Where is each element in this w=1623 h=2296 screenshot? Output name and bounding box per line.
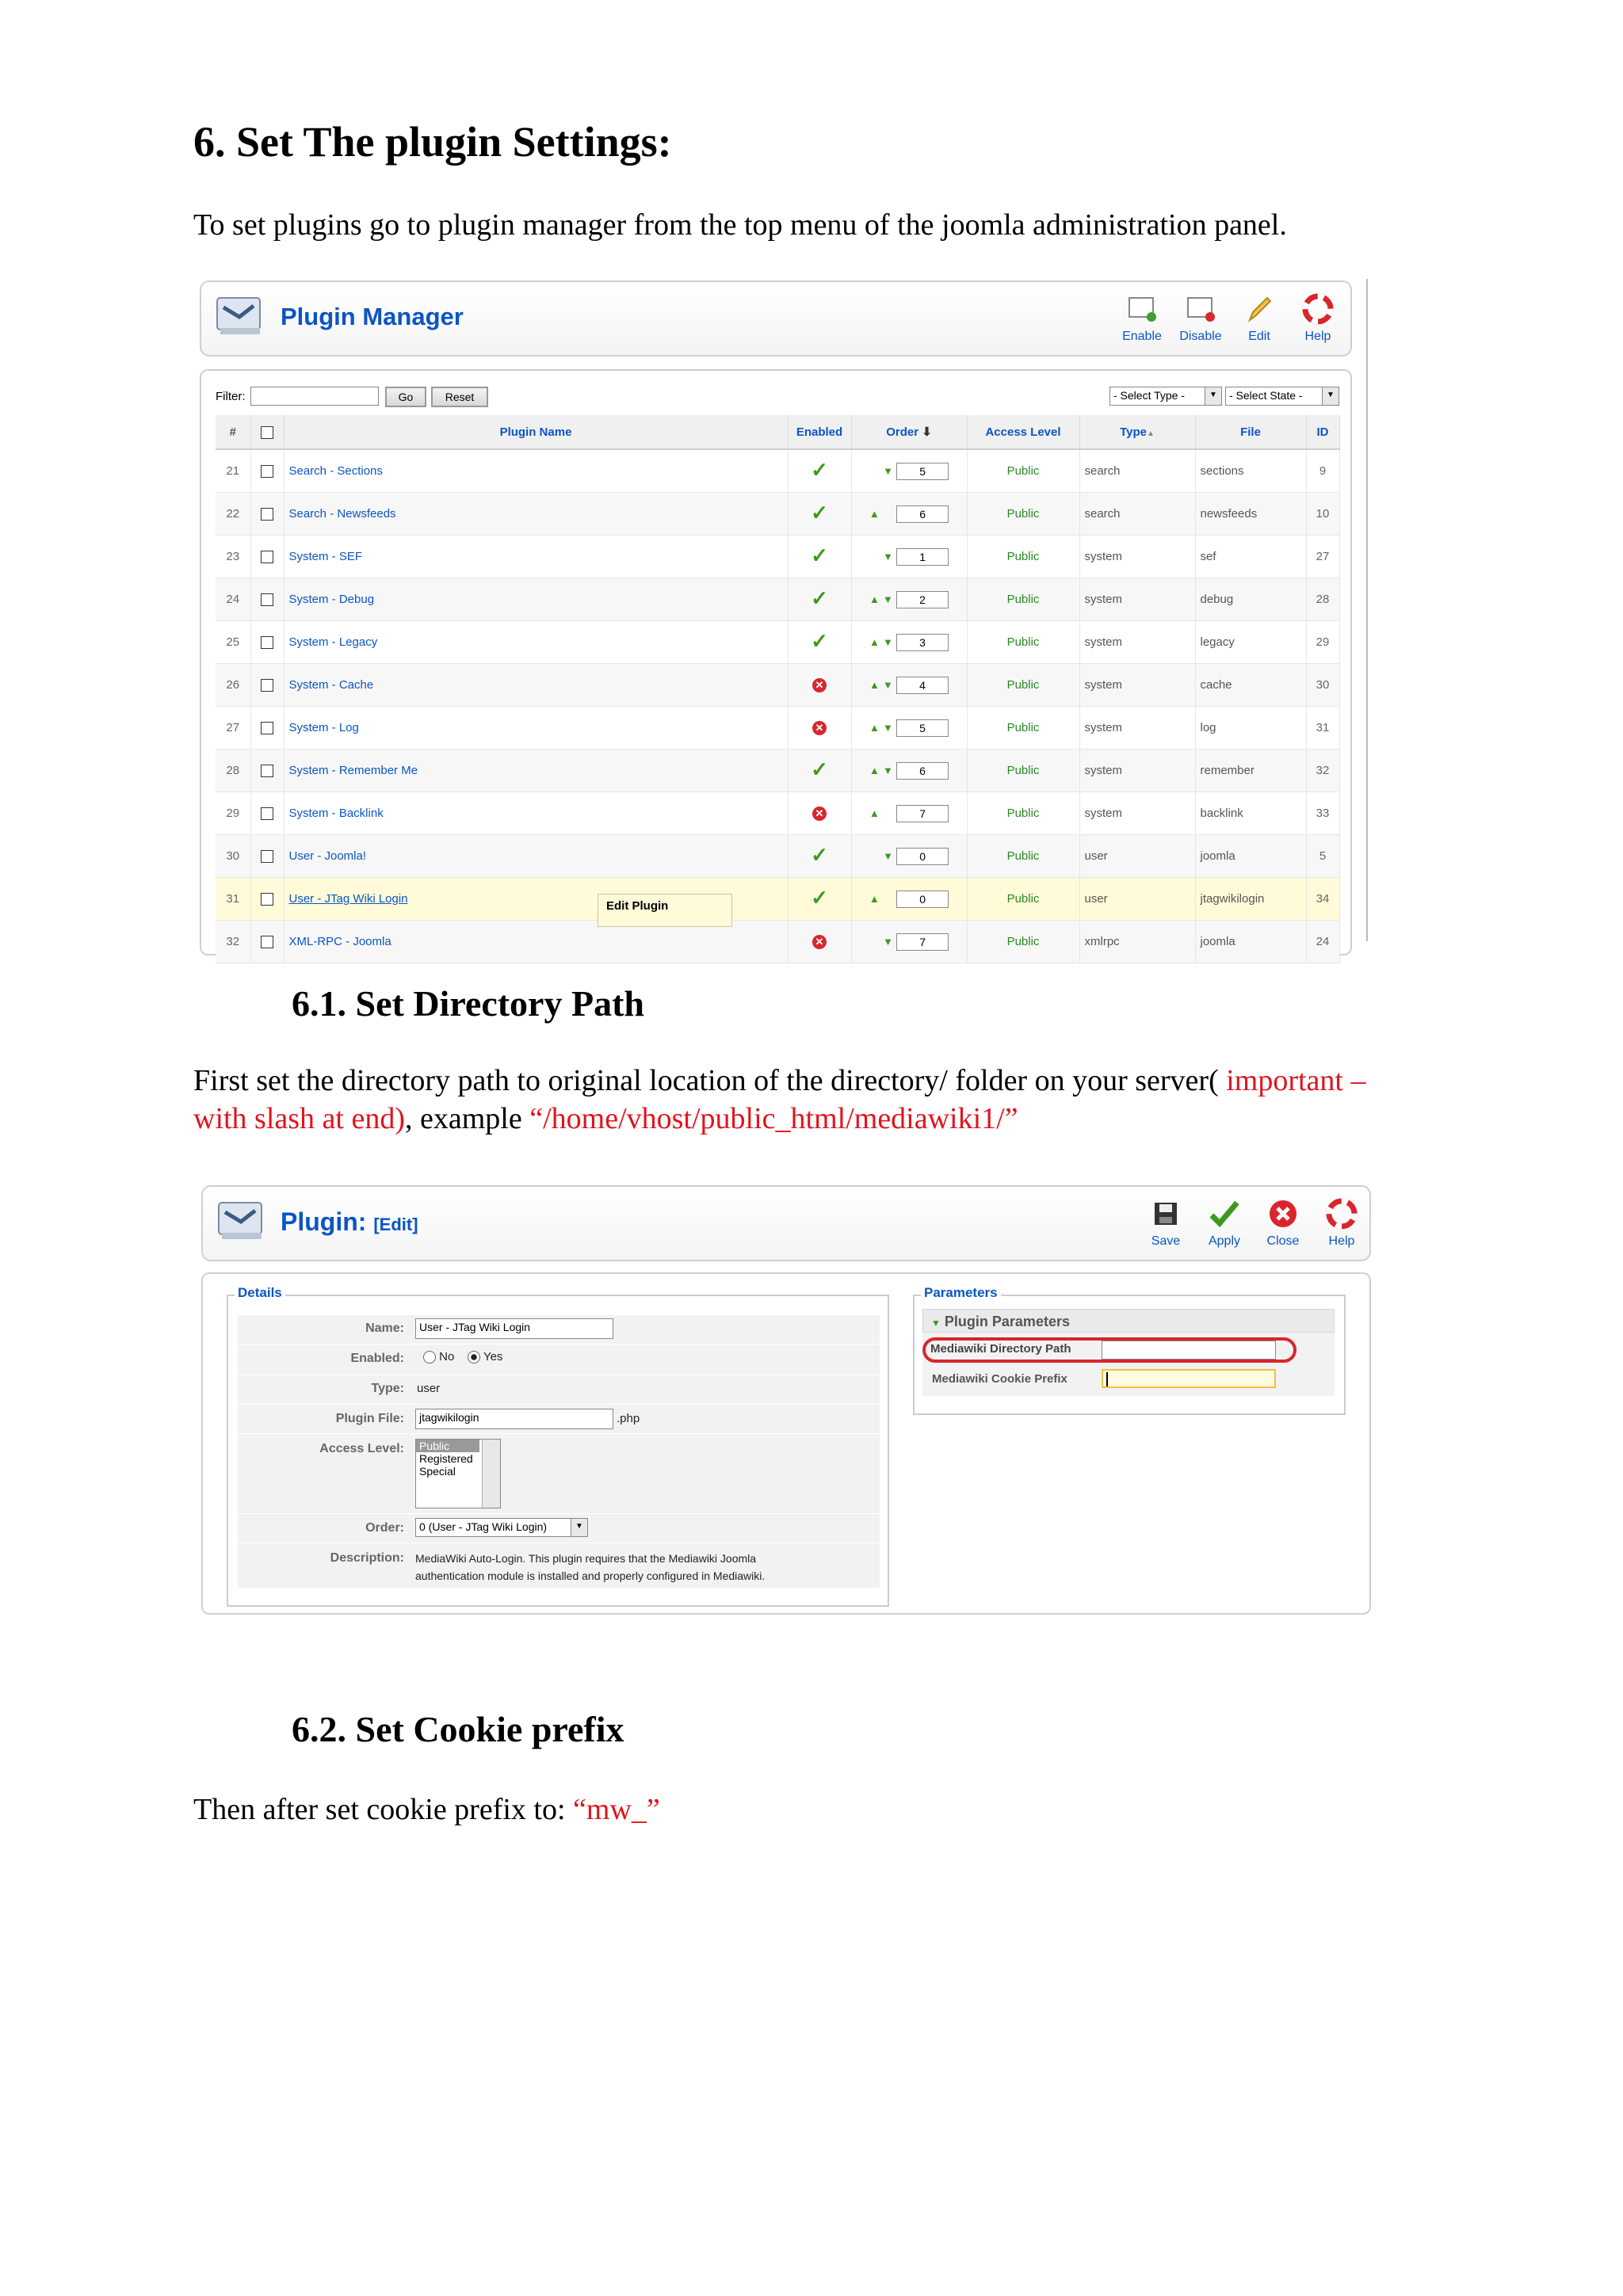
file-cell: sections <box>1195 449 1306 493</box>
move-up-icon[interactable]: ▲ <box>869 507 880 520</box>
type-cell: system <box>1079 664 1195 707</box>
row-checkbox[interactable] <box>261 679 273 692</box>
description-line-2: authentication module is installed and properly configured in Mediawiki. <box>415 1569 766 1582</box>
plugin-manager-toolbar <box>200 280 1352 357</box>
section-1-slash-note: with slash at end) <box>193 1102 406 1135</box>
edit-label: Edit <box>1248 330 1270 343</box>
close-button[interactable] <box>1255 1198 1311 1249</box>
type-cell: user <box>1079 878 1195 921</box>
plugin-file-ext: .php <box>617 1412 640 1425</box>
cookie-prefix-label: Mediawiki Cookie Prefix <box>932 1372 1067 1386</box>
access-level-link[interactable]: Public <box>967 449 1079 493</box>
page-heading: 6. Set The plugin Settings: <box>193 118 672 166</box>
row-number: 29 <box>216 792 250 835</box>
select-all-checkbox[interactable] <box>261 426 273 439</box>
filter-input[interactable] <box>250 387 379 406</box>
save-label: Save <box>1151 1234 1181 1248</box>
col-id[interactable]: ID <box>1306 415 1339 449</box>
dir-path-input[interactable] <box>1102 1341 1276 1360</box>
type-cell: user <box>1079 835 1195 878</box>
section-1-paragraph <box>193 1062 1493 1138</box>
file-cell: log <box>1195 707 1306 749</box>
plugin-name-text[interactable]: Search - Newsfeeds <box>288 507 396 521</box>
section-2-text: Then after set cookie prefix to: <box>193 1793 574 1826</box>
close-label: Close <box>1266 1234 1300 1248</box>
order-cell <box>851 749 967 792</box>
enabled-check-icon[interactable]: ✓ <box>811 543 828 567</box>
plugin-manager-title: Plugin Manager <box>281 303 464 330</box>
order-input[interactable]: 2 <box>896 591 949 608</box>
row-checkbox-cell[interactable] <box>250 449 284 493</box>
enabled-check-icon[interactable]: ✓ <box>811 586 828 610</box>
plugin-logo-icon <box>217 1198 265 1242</box>
col-enabled[interactable]: Enabled <box>788 415 851 449</box>
id-cell: 27 <box>1306 536 1339 578</box>
row-number: 27 <box>216 707 250 749</box>
edit-button[interactable] <box>1232 293 1287 344</box>
row-number: 30 <box>216 835 250 878</box>
row-checkbox-cell[interactable] <box>250 536 284 578</box>
plugin-table <box>216 415 1340 963</box>
row-checkbox[interactable] <box>261 893 273 906</box>
table-row[interactable] <box>216 878 1339 921</box>
order-input[interactable]: 7 <box>896 805 949 822</box>
enabled-check-icon[interactable]: ✓ <box>811 843 828 867</box>
cookie-prefix-value: “mw_” <box>573 1793 660 1826</box>
access-level-link[interactable]: Public <box>967 664 1079 707</box>
name-label: Name: <box>365 1322 404 1335</box>
save-order-icon[interactable]: ⬇ <box>922 425 932 439</box>
plugin-name-text[interactable]: User - JTag Wiki Login <box>288 892 408 906</box>
chevron-down-icon: ▼ <box>1322 387 1338 405</box>
file-cell: remember <box>1195 749 1306 792</box>
listbox-scrollbar[interactable] <box>482 1440 500 1508</box>
id-cell: 33 <box>1306 792 1339 835</box>
plugin-edit-toolbar <box>201 1185 1371 1261</box>
plugin-name-link[interactable] <box>284 578 788 621</box>
access-level-listbox[interactable] <box>415 1439 501 1508</box>
row-checkbox-cell[interactable] <box>250 749 284 792</box>
order-input[interactable]: 6 <box>896 762 949 780</box>
plugin-name-text[interactable]: System - Log <box>288 721 359 734</box>
plugin-name-link[interactable] <box>284 621 788 664</box>
move-down-icon[interactable]: ▼ <box>883 678 893 691</box>
row-number: 24 <box>216 578 250 621</box>
row-checkbox[interactable] <box>261 551 273 563</box>
move-down-icon[interactable]: ▼ <box>883 635 893 648</box>
row-checkbox-cell[interactable] <box>250 707 284 749</box>
file-cell: newsfeeds <box>1195 493 1306 536</box>
move-down-icon[interactable]: ▼ <box>883 935 893 948</box>
plugin-name-text[interactable]: Search - Sections <box>288 464 383 478</box>
row-checkbox-cell[interactable] <box>250 578 284 621</box>
order-input[interactable]: 7 <box>896 933 949 951</box>
row-checkbox-cell[interactable] <box>250 493 284 536</box>
close-icon <box>1267 1198 1299 1230</box>
plugin-name-text[interactable]: XML-RPC - Joomla <box>288 935 391 948</box>
enable-icon <box>1126 293 1158 325</box>
plugin-name-link[interactable] <box>284 749 788 792</box>
access-level-link[interactable]: Public <box>967 493 1079 536</box>
parameters-legend: Parameters <box>921 1285 1001 1301</box>
order-input[interactable]: 6 <box>896 505 949 523</box>
table-row[interactable] <box>216 792 1339 835</box>
row-checkbox-cell[interactable] <box>250 621 284 664</box>
col-access[interactable]: Access Level <box>967 415 1079 449</box>
file-cell: backlink <box>1195 792 1306 835</box>
type-cell: system <box>1079 536 1195 578</box>
save-disk-icon <box>1150 1198 1182 1230</box>
description-label: Description: <box>330 1551 404 1565</box>
details-legend: Details <box>235 1285 285 1301</box>
help-label: Help <box>1304 330 1331 343</box>
row-checkbox-cell[interactable] <box>250 878 284 921</box>
row-checkbox[interactable] <box>261 508 273 521</box>
radio-yes[interactable] <box>468 1351 480 1363</box>
plugin-name-text[interactable]: System - Legacy <box>288 635 378 649</box>
order-cell <box>851 664 967 707</box>
access-level-link[interactable]: Public <box>967 878 1079 921</box>
table-row[interactable] <box>216 578 1339 621</box>
order-cell <box>851 621 967 664</box>
enabled-cell[interactable] <box>788 835 851 878</box>
select-type-value: - Select Type - <box>1113 389 1186 402</box>
plugin-list-panel <box>200 369 1352 955</box>
move-up-icon[interactable]: ▲ <box>869 635 880 648</box>
enable-label: Enable <box>1122 330 1162 343</box>
section-1-important: important – <box>1226 1064 1366 1097</box>
plugin-name-link[interactable] <box>284 536 788 578</box>
row-number: 26 <box>216 664 250 707</box>
order-input[interactable]: 1 <box>896 548 949 566</box>
move-up-icon[interactable]: ▲ <box>869 892 880 905</box>
access-level-link[interactable]: Public <box>967 749 1079 792</box>
plugin-name-link[interactable] <box>284 493 788 536</box>
lifebuoy-icon <box>1302 293 1334 325</box>
id-cell: 10 <box>1306 493 1339 536</box>
lifebuoy-icon <box>1326 1198 1358 1230</box>
help-button[interactable] <box>1290 293 1346 344</box>
row-number: 25 <box>216 621 250 664</box>
order-input[interactable]: 4 <box>896 677 949 694</box>
enabled-radio-group <box>423 1350 502 1363</box>
triangle-down-icon: ▼ <box>931 1318 941 1329</box>
type-label: Type: <box>371 1382 404 1395</box>
move-down-icon[interactable]: ▼ <box>883 849 893 862</box>
row-checkbox[interactable] <box>261 807 273 820</box>
type-cell: search <box>1079 449 1195 493</box>
plugin-parameters-title: Plugin Parameters <box>944 1314 1070 1329</box>
table-row[interactable] <box>216 493 1339 536</box>
access-level-link[interactable]: Public <box>967 707 1079 749</box>
enabled-cell[interactable] <box>788 536 851 578</box>
file-cell: jtagwikilogin <box>1195 878 1306 921</box>
order-cell <box>851 921 967 963</box>
chevron-down-icon: ▼ <box>1205 387 1221 405</box>
plugin-name-text[interactable]: System - SEF <box>288 550 363 563</box>
disable-label: Disable <box>1179 330 1222 343</box>
enabled-cell[interactable] <box>788 493 851 536</box>
id-cell: 5 <box>1306 835 1339 878</box>
go-button[interactable]: Go <box>385 387 426 407</box>
row-number: 28 <box>216 749 250 792</box>
plugin-name-link[interactable] <box>284 835 788 878</box>
col-type[interactable] <box>1079 415 1195 449</box>
row-checkbox[interactable] <box>261 722 273 734</box>
type-cell: system <box>1079 707 1195 749</box>
id-cell: 9 <box>1306 449 1339 493</box>
order-cell <box>851 536 967 578</box>
table-row[interactable] <box>216 536 1339 578</box>
select-type-dropdown[interactable] <box>1109 387 1222 406</box>
row-checkbox-cell[interactable] <box>250 792 284 835</box>
order-cell <box>851 449 967 493</box>
row-number: 23 <box>216 536 250 578</box>
type-cell: system <box>1079 621 1195 664</box>
enabled-check-icon[interactable]: ✓ <box>811 458 828 482</box>
col-num: # <box>216 415 250 449</box>
enabled-cell[interactable] <box>788 921 851 963</box>
access-level-link[interactable]: Public <box>967 921 1079 963</box>
plugin-name-text[interactable]: System - Cache <box>288 678 374 692</box>
file-cell: sef <box>1195 536 1306 578</box>
section-2-heading: 6.2. Set Cookie prefix <box>292 1709 624 1749</box>
row-checkbox[interactable] <box>261 765 273 777</box>
table-row[interactable] <box>216 449 1339 493</box>
enabled-cell[interactable] <box>788 578 851 621</box>
row-checkbox-cell[interactable] <box>250 835 284 878</box>
plugin-edit-title <box>281 1207 418 1237</box>
help-label-2: Help <box>1328 1234 1355 1248</box>
apply-label: Apply <box>1208 1234 1241 1248</box>
table-row[interactable] <box>216 749 1339 792</box>
move-down-icon[interactable]: ▼ <box>883 550 893 563</box>
access-level-label: Access Level: <box>319 1442 404 1455</box>
move-down-icon[interactable]: ▼ <box>883 764 893 776</box>
sort-asc-icon: ▲ <box>1147 429 1155 438</box>
access-level-link[interactable]: Public <box>967 835 1079 878</box>
move-up-icon[interactable]: ▲ <box>869 593 880 605</box>
section-1-heading: 6.1. Set Directory Path <box>292 983 644 1024</box>
apply-button[interactable] <box>1197 1198 1252 1249</box>
order-input[interactable]: 5 <box>896 463 949 480</box>
help-button-2[interactable] <box>1314 1198 1369 1249</box>
name-input[interactable]: User - JTag Wiki Login <box>415 1318 613 1339</box>
file-cell: joomla <box>1195 921 1306 963</box>
access-option-special[interactable]: Special <box>419 1465 456 1478</box>
id-cell: 24 <box>1306 921 1339 963</box>
select-state-dropdown[interactable] <box>1225 387 1339 406</box>
description-text <box>415 1550 765 1585</box>
table-row[interactable] <box>216 835 1339 878</box>
enabled-check-icon[interactable]: ✓ <box>811 757 828 781</box>
order-input[interactable]: 0 <box>896 891 949 908</box>
order-input[interactable]: 5 <box>896 719 949 737</box>
table-row[interactable] <box>216 921 1339 963</box>
access-level-link[interactable]: Public <box>967 792 1079 835</box>
move-down-icon[interactable]: ▼ <box>883 464 893 477</box>
plugin-name-link[interactable] <box>284 792 788 835</box>
row-checkbox[interactable] <box>261 850 273 863</box>
description-line-1: MediaWiki Auto-Login. This plugin requires that the Mediawiki Joomla <box>415 1552 757 1565</box>
plugin-name-link[interactable] <box>284 707 788 749</box>
order-cell <box>851 792 967 835</box>
table-row[interactable] <box>216 707 1339 749</box>
type-cell: system <box>1079 578 1195 621</box>
col-plugin-name[interactable]: Plugin Name <box>284 415 788 449</box>
save-button[interactable] <box>1138 1198 1193 1249</box>
order-select-value: 0 (User - JTag Wiki Login) <box>419 1520 548 1533</box>
id-cell: 28 <box>1306 578 1339 621</box>
row-checkbox[interactable] <box>261 593 273 606</box>
enable-button[interactable] <box>1114 293 1170 344</box>
order-select[interactable] <box>415 1518 588 1537</box>
table-header-row <box>216 415 1339 449</box>
enabled-cell[interactable] <box>788 621 851 664</box>
checkmark-icon <box>1209 1198 1240 1230</box>
col-order[interactable] <box>851 415 967 449</box>
enabled-check-icon[interactable]: ✓ <box>811 886 828 910</box>
access-level-link[interactable]: Public <box>967 536 1079 578</box>
plugin-name-text[interactable]: System - Debug <box>288 593 375 606</box>
move-up-icon[interactable]: ▲ <box>869 764 880 776</box>
access-option-public[interactable]: Public <box>416 1440 479 1452</box>
row-checkbox[interactable] <box>261 465 273 478</box>
move-up-icon[interactable]: ▲ <box>869 678 880 691</box>
row-checkbox[interactable] <box>261 636 273 649</box>
file-cell: debug <box>1195 578 1306 621</box>
disabled-x-icon[interactable]: ✕ <box>812 807 827 821</box>
cookie-prefix-input[interactable] <box>1102 1369 1276 1388</box>
access-level-link[interactable]: Public <box>967 621 1079 664</box>
disable-icon <box>1185 293 1216 325</box>
table-row[interactable] <box>216 621 1339 664</box>
order-input[interactable]: 0 <box>896 848 949 865</box>
file-cell: legacy <box>1195 621 1306 664</box>
order-cell <box>851 835 967 878</box>
plugin-name-link[interactable] <box>284 449 788 493</box>
order-cell <box>851 493 967 536</box>
access-option-registered[interactable]: Registered <box>419 1452 473 1465</box>
disable-button[interactable] <box>1173 293 1228 344</box>
id-cell: 34 <box>1306 878 1339 921</box>
plugin-name-link[interactable] <box>284 664 788 707</box>
section-1-example-path: “/home/vhost/public_html/mediawiki1/” <box>529 1102 1018 1135</box>
edit-plugin-tooltip: Edit Plugin <box>598 894 732 927</box>
id-cell: 30 <box>1306 664 1339 707</box>
row-number: 22 <box>216 493 250 536</box>
enabled-check-icon[interactable]: ✓ <box>811 501 828 524</box>
id-cell: 29 <box>1306 621 1339 664</box>
id-cell: 31 <box>1306 707 1339 749</box>
plugin-edit-subtitle: [Edit] <box>373 1215 418 1234</box>
plugin-file-input[interactable]: jtagwikilogin <box>415 1409 613 1429</box>
enabled-cell[interactable] <box>788 449 851 493</box>
row-checkbox-cell[interactable] <box>250 664 284 707</box>
file-cell: joomla <box>1195 835 1306 878</box>
radio-yes-label: Yes <box>483 1350 503 1363</box>
plugin-file-label: Plugin File: <box>335 1412 404 1425</box>
move-down-icon[interactable]: ▼ <box>883 593 893 605</box>
enabled-cell[interactable] <box>788 878 851 921</box>
text-cursor <box>1106 1372 1108 1386</box>
order-cell <box>851 578 967 621</box>
radio-no-label: No <box>439 1350 455 1363</box>
pencil-icon <box>1243 293 1275 325</box>
row-number: 21 <box>216 449 250 493</box>
plugin-title-text: Plugin: <box>281 1207 367 1236</box>
plugin-name-text[interactable]: System - Backlink <box>288 807 384 820</box>
order-cell <box>851 878 967 921</box>
col-select-all[interactable] <box>250 415 284 449</box>
order-cell <box>851 707 967 749</box>
radio-no[interactable] <box>423 1351 436 1363</box>
col-file[interactable]: File <box>1195 415 1306 449</box>
disabled-x-icon[interactable]: ✕ <box>812 678 827 692</box>
move-up-icon[interactable]: ▲ <box>869 807 880 819</box>
enabled-cell[interactable] <box>788 749 851 792</box>
enabled-check-icon[interactable]: ✓ <box>811 629 828 653</box>
enabled-label: Enabled: <box>350 1352 404 1365</box>
dir-path-label: Mediawiki Directory Path <box>930 1342 1071 1356</box>
plugin-parameters-header[interactable] <box>922 1309 1335 1333</box>
plugin-edit-panel <box>201 1272 1371 1615</box>
plugin-name-text[interactable]: User - Joomla! <box>288 849 367 863</box>
chevron-down-icon: ▼ <box>571 1519 587 1536</box>
col-order-label: Order <box>886 425 919 439</box>
type-cell: system <box>1079 749 1195 792</box>
select-state-value: - Select State - <box>1229 389 1303 402</box>
type-cell: system <box>1079 792 1195 835</box>
enabled-cell[interactable] <box>788 792 851 835</box>
intro-paragraph: To set plugins go to plugin manager from the top menu of the joomla administration panel. <box>193 208 1287 242</box>
disabled-x-icon[interactable]: ✕ <box>812 721 827 735</box>
section-1-mid: , example <box>405 1102 530 1135</box>
order-input[interactable]: 3 <box>896 634 949 651</box>
file-cell: cache <box>1195 664 1306 707</box>
plugin-manager-logo-icon <box>216 293 263 338</box>
row-checkbox-cell[interactable] <box>250 921 284 963</box>
section-2-paragraph <box>193 1791 660 1829</box>
row-number: 32 <box>216 921 250 963</box>
plugin-manager-frame <box>198 279 1368 948</box>
move-down-icon[interactable]: ▼ <box>883 721 893 734</box>
row-number: 31 <box>216 878 250 921</box>
move-up-icon[interactable]: ▲ <box>869 721 880 734</box>
disabled-x-icon[interactable]: ✕ <box>812 935 827 949</box>
table-row[interactable] <box>216 664 1339 707</box>
section-1-text: First set the directory path to original location of the directory/ folder on your server( <box>193 1064 1227 1097</box>
type-value: user <box>417 1382 441 1395</box>
row-checkbox[interactable] <box>261 936 273 948</box>
access-level-link[interactable]: Public <box>967 578 1079 621</box>
type-cell: search <box>1079 493 1195 536</box>
col-type-label: Type <box>1120 425 1147 439</box>
reset-button[interactable]: Reset <box>431 387 488 407</box>
order-label: Order: <box>365 1521 404 1535</box>
enabled-cell[interactable] <box>788 707 851 749</box>
plugin-name-text[interactable]: System - Remember Me <box>288 764 418 777</box>
type-cell: xmlrpc <box>1079 921 1195 963</box>
id-cell: 32 <box>1306 749 1339 792</box>
enabled-cell[interactable] <box>788 664 851 707</box>
filter-label: Filter: <box>216 390 246 403</box>
